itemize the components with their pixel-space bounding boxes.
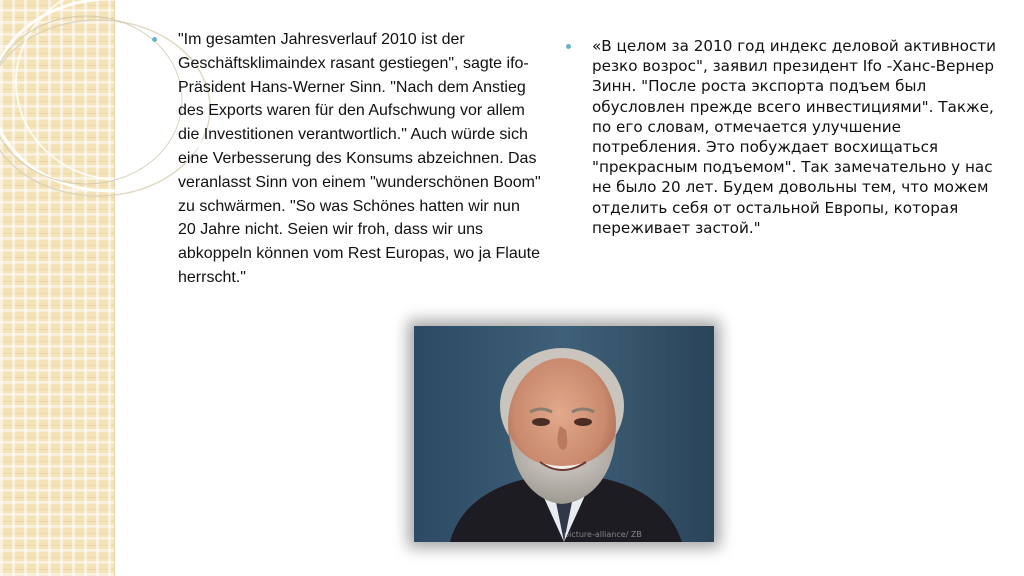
german-quote-text: "Im gesamten Jahresverlauf 2010 ist der Geschäftsklimaindex rasant gestiegen", sagte ifo-Präsident Hans-Werner Sinn. "Nach dem Anstieg des Exports waren für den Aufschwung vor allem die Investitionen verantwortlich." Auch würde sich eine Verbesserung des Konsums abzeichnen. Das veranlasst Sinn von einem "wunderschönen Boom" zu schwärmen. "So was Schönes hatten wir nun 20 Jahre nicht. Seien wir froh, dass wir uns abkoppeln können vom Rest Europas, wo ja Flaute herrscht." (178, 31, 541, 286)
decorative-side-strip (0, 0, 115, 576)
russian-quote-text: «В целом за 2010 год индекс деловой активности резко возрос", заявил президент Ifo -Ханс-Вернер Зинн. "После роста экспорта подъем был обусловлен прежде всего инвестициями". Также, по его словам, отмечается улучшение потребления. Это побуждает восхищаться "прекрасным подъемом". Так замечательно у нас не было 20 лет. Будем довольны тем, что можем отделить себя от остальной Европы, которая переживает застой." (592, 37, 997, 237)
photo-watermark: picture-alliance/ ZB (564, 530, 642, 539)
portrait-photo (414, 326, 714, 542)
portrait-photo-icon (414, 326, 714, 542)
russian-text-column (566, 36, 1006, 238)
bullet-icon (152, 37, 157, 42)
bullet-item-russian (566, 36, 1006, 238)
bullet-icon (566, 44, 571, 49)
bullet-item-german (152, 28, 542, 290)
german-text-column (152, 28, 542, 290)
